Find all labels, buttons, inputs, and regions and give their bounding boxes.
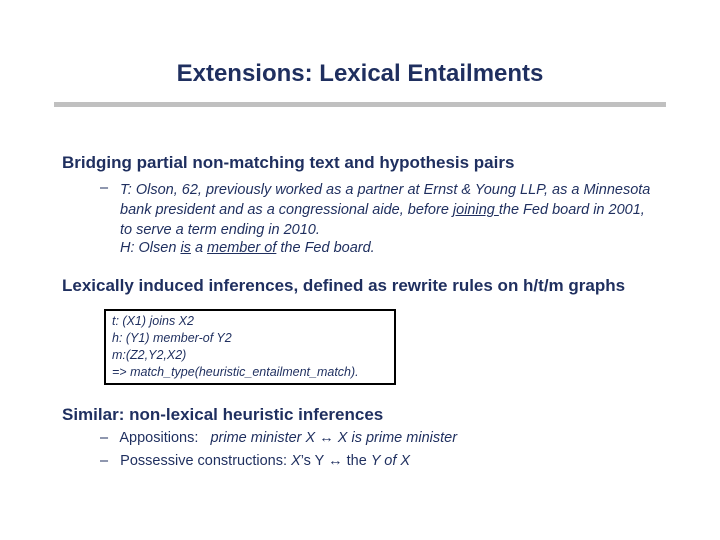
- appositions-label: Appositions:: [119, 430, 203, 446]
- rewrite-rule-box: [104, 309, 396, 385]
- bullet-dash: –: [100, 453, 109, 469]
- h-part2: a: [190, 240, 208, 256]
- rule-line-h: h: (Y1) member-of Y2: [112, 331, 232, 345]
- biarrow-icon: ↔: [328, 453, 343, 469]
- appositions-left: prime minister X: [210, 430, 316, 446]
- section1-heading: Bridging partial non-matching text and hypothesis pairs: [62, 153, 515, 172]
- section3-heading: Similar: non-lexical heuristic inferences: [62, 405, 384, 424]
- rule-line-t: t: (X1) joins X2: [112, 314, 194, 328]
- possessive-item: [100, 453, 410, 469]
- possessive-right-italic: Y of X: [370, 453, 411, 469]
- possessive-left-plain: ’s Y: [300, 453, 329, 469]
- t-part2: the Fed board in 2001, to serve a term ending in 2010.: [120, 202, 645, 238]
- appositions-right: X is prime minister: [337, 430, 458, 446]
- h-is: is: [180, 240, 191, 256]
- title-rule: [54, 102, 666, 107]
- appositions-item: [100, 430, 457, 446]
- possessive-right-plain: the: [346, 453, 371, 469]
- h-member: member of: [207, 240, 277, 256]
- possessive-label: Possessive constructions:: [120, 453, 292, 469]
- bullet-dash: –: [100, 180, 109, 196]
- slide-title: Extensions: Lexical Entailments: [176, 60, 544, 87]
- t-part1: T: Olson, 62, previously worked as a partner at Ernst & Young LLP, as a Minnesota bank president and as a congressional aide, before: [120, 182, 651, 218]
- hypothesis-line: [120, 240, 375, 256]
- text-passage: [120, 180, 660, 240]
- h-part3: the Fed board.: [276, 240, 375, 256]
- rule-line-m: m:(Z2,Y2,X2): [112, 348, 187, 362]
- biarrow-icon: ↔: [319, 430, 334, 446]
- possessive-left-italic: X: [291, 453, 301, 469]
- t-joining: joining: [452, 202, 499, 218]
- section2-heading: Lexically induced inferences, defined as rewrite rules on h/t/m graphs: [62, 276, 626, 295]
- rule-line-match: => match_type(heuristic_entailment_match).: [112, 365, 359, 379]
- h-part1: H: Olsen: [120, 240, 181, 256]
- bullet-dash: –: [100, 430, 109, 446]
